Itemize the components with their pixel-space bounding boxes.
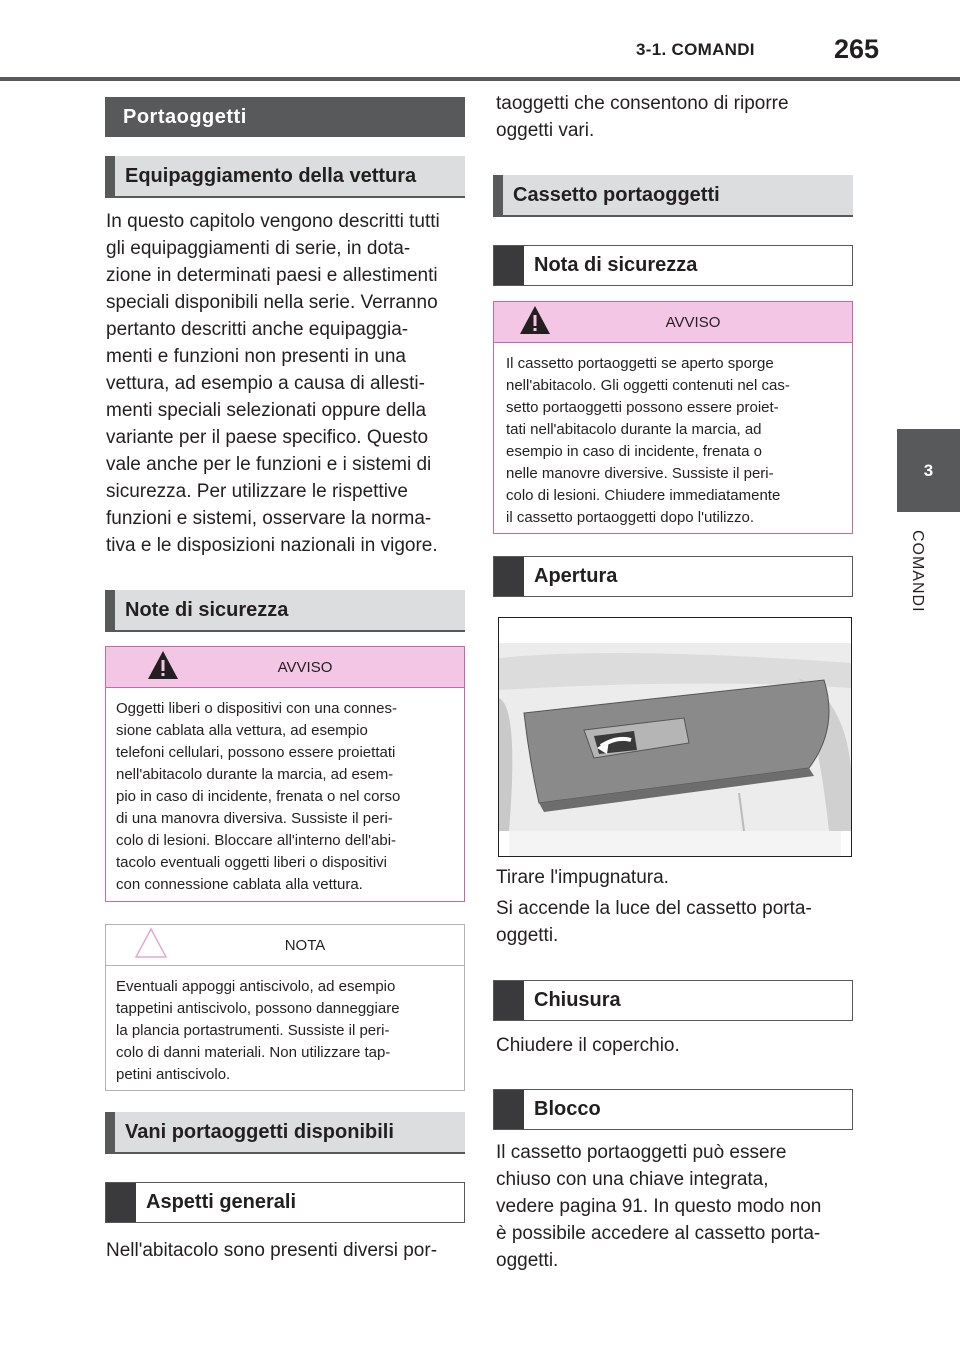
warning-label: AVVISO xyxy=(665,313,721,331)
apertura-result xyxy=(496,895,856,949)
warning-header xyxy=(106,647,464,688)
chapter-tab[interactable]: 3 xyxy=(897,429,960,512)
text-line: Il cassetto portaoggetti se aperto sporge xyxy=(506,355,774,372)
safety-heading xyxy=(105,590,465,632)
vani-heading-text: Vani portaoggetti disponibili xyxy=(125,1120,394,1143)
text-line: colo di lesioni. Bloccare all'interno dell'abi- xyxy=(116,832,397,849)
text-line: Eventuali appoggi antiscivolo, ad esempio xyxy=(116,978,396,995)
text-line: la plancia portastrumenti. Sussiste il peri- xyxy=(116,1022,390,1039)
equip-paragraph xyxy=(106,208,471,559)
text-line: nell'abitacolo durante la marcia, ad esem- xyxy=(116,766,394,783)
text-line: oggetti. xyxy=(496,925,559,946)
text-line: telefoni cellulari, possono essere proiettati xyxy=(116,744,396,761)
warning-box-2 xyxy=(493,301,853,534)
text-line: tacolo eventuali oggetti liberi o dispositivi xyxy=(116,854,387,871)
chiusura-heading xyxy=(493,980,853,1021)
text-line: zione in determinati paesi e allestimenti xyxy=(106,265,438,286)
blocco-heading xyxy=(493,1089,853,1130)
chapter-label: COMANDI xyxy=(909,530,926,613)
aspetti-heading xyxy=(105,1182,465,1223)
text-line: funzioni e sistemi, osservare la norma- xyxy=(106,508,432,529)
equip-heading xyxy=(105,156,465,198)
warning-icon xyxy=(146,649,180,681)
warning-icon xyxy=(518,304,552,336)
text-line: pertanto descritti anche equipaggia- xyxy=(106,319,409,340)
blocco-heading-text: Blocco xyxy=(534,1098,601,1120)
text-line: setto portaoggetti possono essere proiet- xyxy=(506,399,779,416)
text-line: colo di danni materiali. Non utilizzare tap- xyxy=(116,1044,391,1061)
text-line: petini antiscivolo. xyxy=(116,1066,231,1083)
chiusura-text: Chiudere il coperchio. xyxy=(496,1035,680,1056)
blocco-paragraph xyxy=(496,1139,861,1274)
text-line: oggetti. xyxy=(496,1250,559,1271)
warning-text xyxy=(494,343,852,529)
intro-paragraph xyxy=(496,90,856,144)
note-text xyxy=(106,966,464,1086)
text-line: vale anche per le funzioni e i sistemi di xyxy=(106,454,432,475)
text-line: menti speciali selezionati oppure della xyxy=(106,400,427,421)
text-line: oggetti vari. xyxy=(496,120,595,141)
text-line: tappetini antiscivolo, possono danneggiare xyxy=(116,1000,400,1017)
text-line: di una manovra diversiva. Sussiste il peri- xyxy=(116,810,393,827)
text-line: taoggetti che consentono di riporre xyxy=(496,93,789,114)
note-header xyxy=(106,925,464,966)
warning-text xyxy=(106,688,464,896)
aspetti-heading-text: Aspetti generali xyxy=(146,1191,297,1213)
note-box xyxy=(105,924,465,1091)
text-line: speciali disponibili nella serie. Verranno xyxy=(106,292,438,313)
text-line: menti e funzioni non presenti in una xyxy=(106,346,406,367)
text-line: variante per il paese specifico. Questo xyxy=(106,427,429,448)
apertura-heading xyxy=(493,556,853,597)
caution-icon xyxy=(134,927,168,959)
text-line: In questo capitolo vengono descritti tutti xyxy=(106,211,440,232)
warning-label: AVVISO xyxy=(277,658,333,676)
glovebox-drawing xyxy=(499,618,851,856)
cassetto-heading-text: Cassetto portaoggetti xyxy=(513,183,720,206)
text-line: pio in caso di incidente, frenata o nel corso xyxy=(116,788,401,805)
text-line: tiva e le disposizioni nazionali in vigore. xyxy=(106,535,438,556)
text-line: il cassetto portaoggetti dopo l'utilizzo. xyxy=(506,509,755,526)
text-line: Si accende la luce del cassetto porta- xyxy=(496,898,812,919)
text-line: nell'abitacolo. Gli oggetti contenuti nel cas- xyxy=(506,377,790,394)
vani-heading xyxy=(105,1112,465,1154)
glovebox-illustration xyxy=(498,617,852,857)
text-line: sione cablata alla vettura, ad esempio xyxy=(116,722,368,739)
text-line: tati nell'abitacolo durante la marcia, ad xyxy=(506,421,762,438)
section-title: 3-1. COMANDI xyxy=(636,40,755,59)
equip-heading-text: Equipaggiamento della vettura xyxy=(125,164,417,187)
aspetti-paragraph: Nell'abitacolo sono presenti diversi por- xyxy=(106,1240,438,1261)
text-line: colo di lesioni. Chiudere immediatamente xyxy=(506,487,781,504)
text-line: nelle manovre diversive. Sussiste il peri- xyxy=(506,465,774,482)
text-line: vettura, ad esempio a causa di allesti- xyxy=(106,373,425,394)
page-number: 265 xyxy=(834,34,880,64)
text-line: Il cassetto portaoggetti può essere xyxy=(496,1142,787,1163)
text-line: con connessione cablata alla vettura. xyxy=(116,876,363,893)
apertura-heading-text: Apertura xyxy=(534,565,618,587)
nota-sicurezza-heading-text: Nota di sicurezza xyxy=(534,254,698,276)
text-line: sicurezza. Per utilizzare le rispettive xyxy=(106,481,408,502)
text-line: gli equipaggiamenti di serie, in dota- xyxy=(106,238,411,259)
text-line: esempio in caso di incidente, frenata o xyxy=(506,443,762,460)
header-rule xyxy=(0,77,960,81)
cassetto-heading xyxy=(493,175,853,217)
warning-header xyxy=(494,302,852,343)
text-line: Oggetti liberi o dispositivi con una connes- xyxy=(116,700,397,717)
main-title: Portaoggetti xyxy=(105,97,465,137)
chiusura-heading-text: Chiusura xyxy=(534,989,621,1011)
text-line: chiuso con una chiave integrata, xyxy=(496,1169,769,1190)
apertura-step: Tirare l'impugnatura. xyxy=(496,867,669,888)
warning-box xyxy=(105,646,465,902)
text-line: vedere pagina 91. In questo modo non xyxy=(496,1196,822,1217)
safety-heading-text: Note di sicurezza xyxy=(125,598,289,621)
note-label: NOTA xyxy=(284,936,326,954)
text-line: è possibile accedere al cassetto porta- xyxy=(496,1223,821,1244)
nota-sicurezza-heading xyxy=(493,245,853,286)
